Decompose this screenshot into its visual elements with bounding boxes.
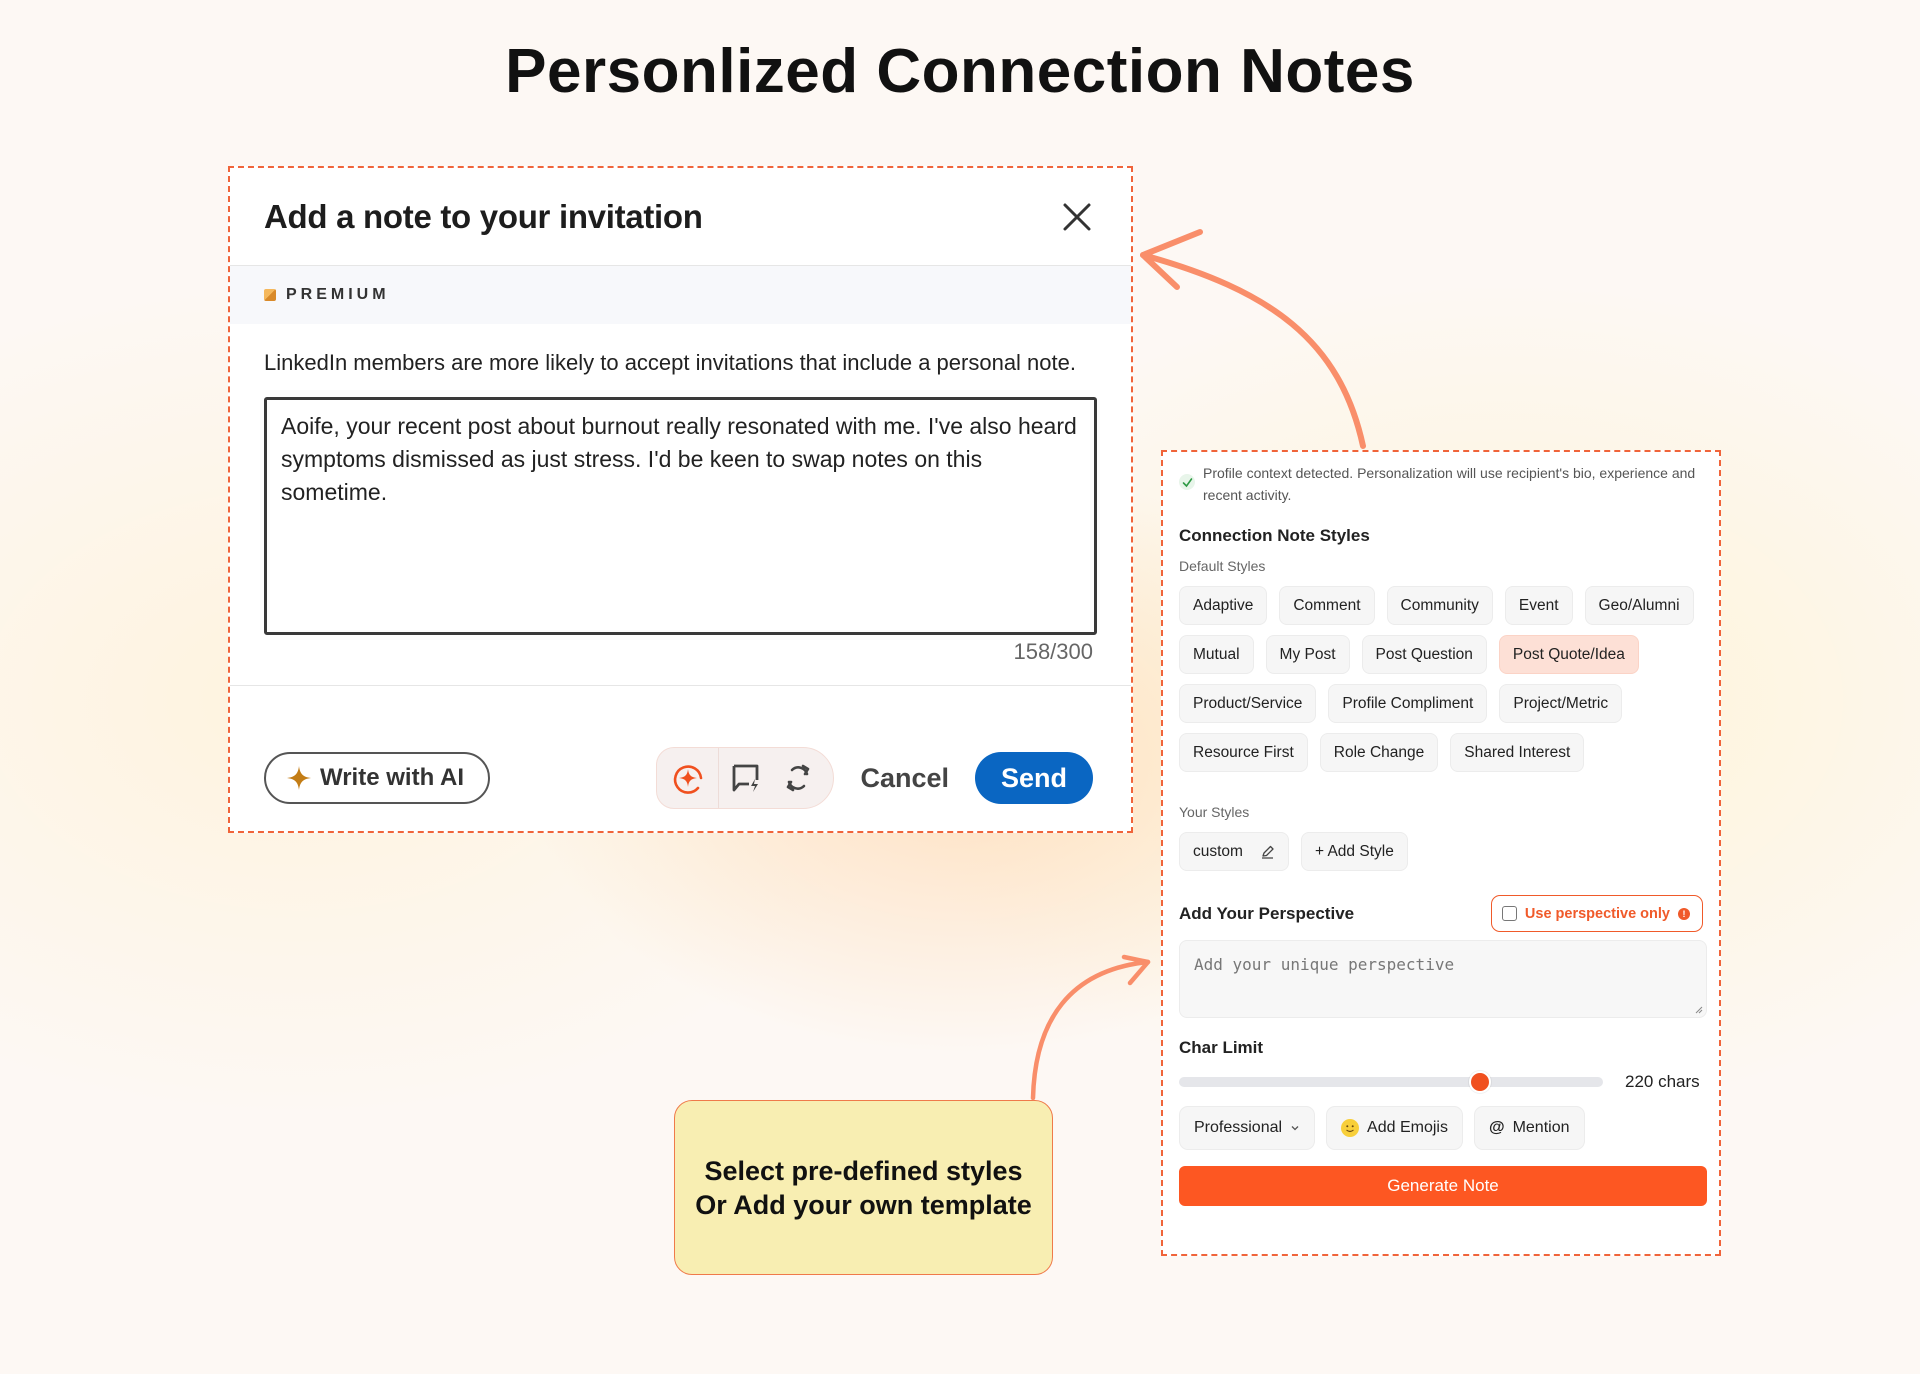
- char-limit-title: Char Limit: [1179, 1038, 1264, 1057]
- style-chip-community[interactable]: Community: [1387, 586, 1493, 625]
- resize-grip-icon[interactable]: [1695, 1006, 1703, 1014]
- add-emojis-button[interactable]: [1326, 1106, 1463, 1150]
- style-chip-project-metric[interactable]: Project/Metric: [1499, 684, 1622, 723]
- notice-text: Profile context detected. Personalization will use recipient's bio, experience and recent activity.: [1203, 465, 1696, 503]
- tone-selected: Professional: [1194, 1119, 1283, 1136]
- profile-context-notice: [1179, 462, 1703, 506]
- style-chip-adaptive[interactable]: Adaptive: [1179, 586, 1267, 625]
- chevron-down-icon: [1290, 1124, 1300, 1132]
- char-limit-row: [1179, 1072, 1703, 1092]
- perspective-placeholder: Add your unique perspective: [1194, 955, 1455, 974]
- mention-label: Mention: [1512, 1119, 1570, 1136]
- rephrase-icon: [783, 762, 813, 794]
- char-limit-slider[interactable]: [1179, 1077, 1603, 1087]
- style-chip-my-post[interactable]: My Post: [1266, 635, 1350, 674]
- options-row: [1179, 1106, 1703, 1150]
- perspective-only-label: Use perspective only: [1524, 905, 1670, 922]
- write-with-ai-label: Write with AI: [320, 764, 464, 791]
- page-title: Personlized Connection Notes: [505, 37, 1415, 106]
- premium-label: PREMIUM: [286, 286, 390, 303]
- perspective-header: [1179, 895, 1703, 932]
- add-style-button[interactable]: + Add Style: [1301, 832, 1408, 871]
- at-icon: @: [1488, 1119, 1505, 1136]
- char-counter: 158/300: [1013, 639, 1093, 664]
- note-textarea[interactable]: Aoife, your recent post about burnout really resonated with me. I've also heard symptoms dismissed as just stress. I'd be keen to swap notes on this sometime.: [264, 397, 1097, 635]
- your-styles-list: [1179, 832, 1703, 871]
- close-icon: [1062, 202, 1092, 232]
- add-emojis-label: Add Emojis: [1367, 1119, 1448, 1136]
- style-chip-event[interactable]: Event: [1505, 586, 1573, 625]
- info-icon[interactable]: !: [1678, 908, 1690, 920]
- premium-banner: [230, 266, 1131, 324]
- default-styles-list: [1179, 586, 1703, 772]
- style-chip-product-service[interactable]: Product/Service: [1179, 684, 1316, 723]
- style-chip-post-question[interactable]: Post Question: [1362, 635, 1487, 674]
- custom-style-label: custom: [1193, 842, 1243, 860]
- dialog-description: LinkedIn members are more likely to accept invitations that include a personal note.: [264, 350, 1076, 375]
- section-title: Connection Note Styles: [1179, 526, 1370, 545]
- comment-button[interactable]: [719, 748, 773, 808]
- write-with-ai-button[interactable]: [264, 752, 490, 804]
- char-limit-value: 220 chars: [1625, 1072, 1700, 1091]
- comment-bolt-icon: [730, 762, 762, 794]
- default-styles-label: Default Styles: [1179, 558, 1266, 574]
- close-button[interactable]: [1057, 197, 1097, 237]
- style-chip-profile-compliment[interactable]: Profile Compliment: [1328, 684, 1487, 723]
- smiley-icon: [1341, 1119, 1359, 1137]
- send-button[interactable]: Send: [975, 752, 1093, 804]
- callout-line-2: Or Add your own template: [695, 1189, 1032, 1220]
- dialog-header: [230, 168, 1131, 266]
- dialog-title: Add a note to your invitation: [264, 197, 703, 235]
- style-chip-post-quote-idea[interactable]: Post Quote/Idea: [1499, 635, 1639, 674]
- style-chip-resource-first[interactable]: Resource First: [1179, 733, 1308, 772]
- tone-select[interactable]: [1179, 1106, 1315, 1150]
- edit-style-button[interactable]: [1261, 845, 1275, 859]
- callout-box: [674, 1100, 1053, 1275]
- use-perspective-only-toggle[interactable]: [1491, 895, 1703, 932]
- style-chip-geo-alumni[interactable]: Geo/Alumni: [1585, 586, 1694, 625]
- mention-button[interactable]: [1474, 1106, 1585, 1150]
- sparkle-icon: [286, 765, 312, 791]
- perspective-title: Add Your Perspective: [1179, 903, 1355, 923]
- cancel-button[interactable]: Cancel: [860, 762, 949, 793]
- style-chip-custom[interactable]: [1179, 832, 1289, 871]
- dialog-footer: [230, 725, 1131, 831]
- style-chip-shared-interest[interactable]: Shared Interest: [1450, 733, 1584, 772]
- arrow-to-panel-icon: [1033, 957, 1148, 1098]
- style-chip-role-change[interactable]: Role Change: [1320, 733, 1438, 772]
- premium-icon: [264, 289, 276, 301]
- style-chip-mutual[interactable]: Mutual: [1179, 635, 1254, 674]
- ai-generate-button[interactable]: [657, 748, 719, 808]
- note-generator-panel: [1161, 450, 1721, 1256]
- your-styles-label: Your Styles: [1179, 804, 1250, 820]
- slider-thumb[interactable]: [1469, 1071, 1491, 1093]
- callout-line-1: Select pre-defined styles: [704, 1155, 1023, 1186]
- sparkle-circle-icon: [671, 761, 705, 795]
- check-icon: [1179, 474, 1195, 490]
- style-chip-comment[interactable]: Comment: [1279, 586, 1374, 625]
- rephrase-button[interactable]: [773, 748, 823, 808]
- pencil-icon: [1261, 845, 1275, 859]
- perspective-only-checkbox[interactable]: [1502, 906, 1517, 921]
- ai-toolbar: [656, 747, 834, 809]
- generate-note-button[interactable]: Generate Note: [1179, 1166, 1707, 1206]
- linkedin-invite-dialog: [228, 166, 1133, 833]
- perspective-input[interactable]: [1179, 940, 1707, 1018]
- divider: [230, 685, 1131, 686]
- arrow-to-dialog-icon: [1143, 232, 1363, 446]
